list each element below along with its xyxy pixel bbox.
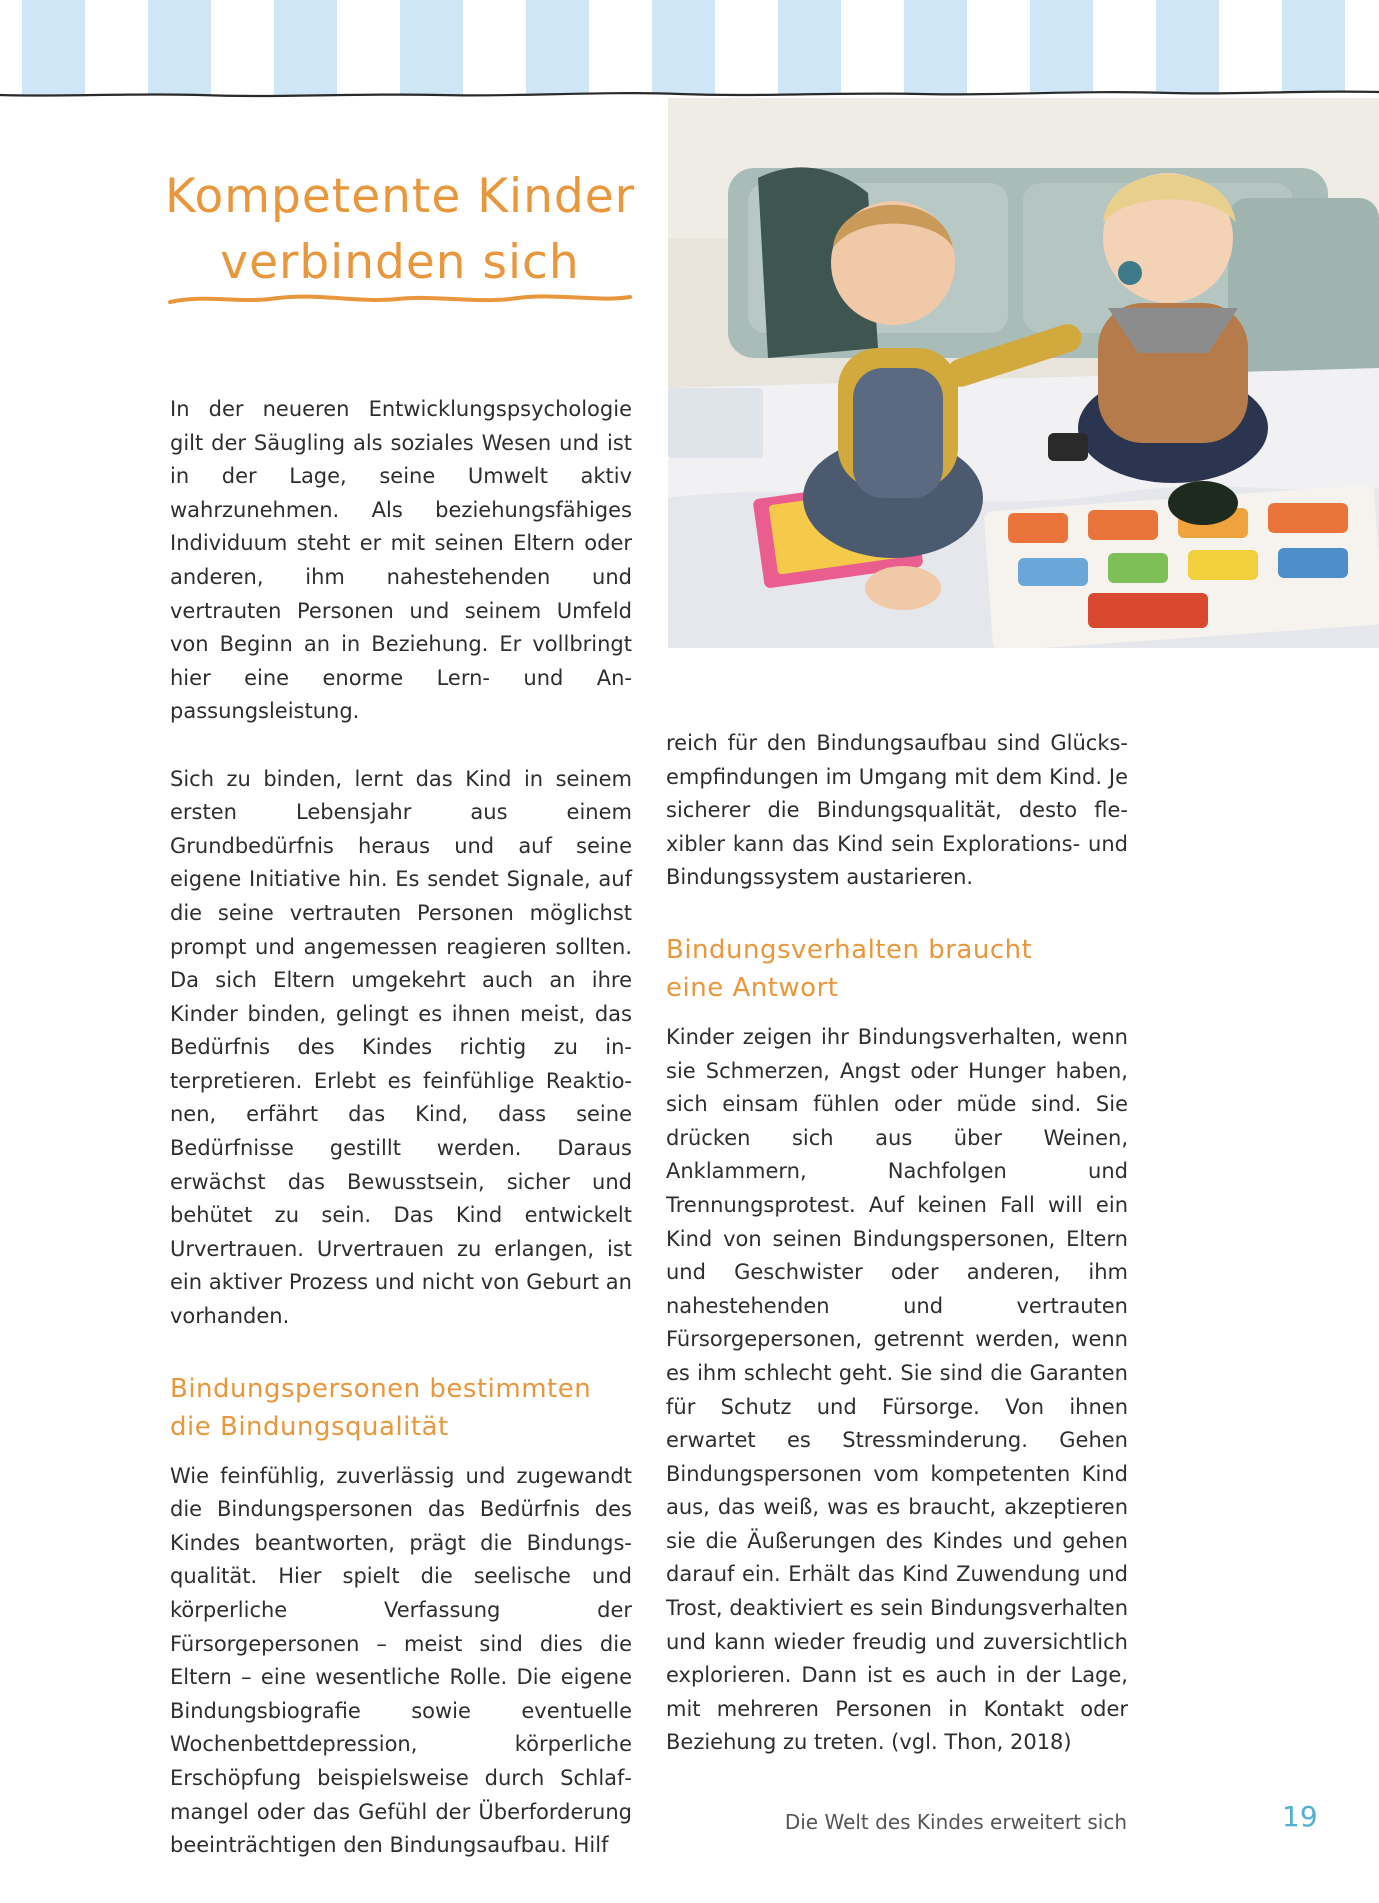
right-text-column [666,727,1128,1760]
section-subheading-line-1: Bindungsverhalten braucht [666,934,1033,965]
title-wavy-underline [168,290,632,308]
section-subheading-line-2: eine Antwort [666,972,839,1003]
page-title [160,164,640,296]
section-subheading [666,931,1128,1007]
running-footer-title: Die Welt des Kindes erweitert sich [784,1810,1127,1834]
body-paragraph: Kinder zeigen ihr Bindungsverhalten, wenn sie Schmerzen, Angst oder Hunger haben, sich einsam fühlen oder müde sind. Sie drücken sich aus über Weinen, Anklammern, Nachfolgen und Trennungsprotest. Auf keinen Fall will ein Kind von seinen Bindungspersonen, Eltern und Geschwister oder anderen, ihm nahestehenden und vertrauten Fürsorgepersonen, getrennt werden, wenn es ihm schlecht geht. Sie sind die Garanten für Schutz und Fürsorge. Von ihnen erwartet es Stressminderung. Gehen Bindungspersonen vom kompetenten Kind aus, das weiß, was es braucht, akzeptieren sie die Äußerungen des Kindes und gehen darauf ein. Erhält das Kind Zuwendung und Trost, deaktiviert es sein Bindungsverhalten und kann wieder freudig und zuversichtlich explorieren. Dann ist es auch in der Lage, mit mehreren Personen in Kontakt oder Beziehung zu treten. (vgl. Thon, 2018) [666,1024,1128,1755]
page-title-line-2: verbinden sich [220,235,580,290]
striped-header-banner [0,0,1379,100]
children-photo-illustration [668,98,1379,648]
page-number: 19 [1282,1800,1318,1833]
body-paragraph: Sich zu binden, lernt das Kind in seinem ersten Lebensjahr aus einem Grundbedürfnis heraus und auf seine eigene Initiative hin. Es sendet Signale, auf die seine vertrauten Personen möglichst prompt und angemessen reagieren sollten. Da sich Eltern umgekehrt auch an ihre Kinder binden, gelingt es ihnen meist, das Bedürfnis des Kindes richtig zu interpretieren. Erlebt es feinfühlige Reaktionen, erfährt das Kind, dass seine Bedürfnisse gestillt werden. Daraus erwächst das Bewusstsein, sicher und behütet zu sein. Das Kind entwickelt Urvertrauen. Urvertrauen zu erlangen, ist ein aktiver Prozess und nicht von Geburt an vorhanden. [170,766,632,1329]
section-subheading-line-2: die Bindungsqualität [170,1411,449,1442]
page-title-line-1: Kompetente Kinder [165,169,635,224]
section-subheading-line-1: Bindungspersonen bestimmten [170,1373,592,1404]
left-text-column [170,393,632,1863]
children-photo [668,98,1379,648]
body-paragraph: reich für den Bindungsaufbau sind Glücksempfindungen im Umgang mit dem Kind. Je sicherer die Bindungsqualität, desto flexibler kann das Kind sein Explorations- und Bindungssystem austarieren. [666,731,1128,890]
body-paragraph: In der neueren Entwicklungspsychologie gilt der Säugling als soziales Wesen und ist in der Lage, seine Umwelt aktiv wahrzunehmen. Als beziehungsfähiges Individuum steht er mit seinen Eltern oder anderen, ihm nahestehenden und vertrauten Personen und seinem Umfeld von Beginn an in Beziehung. Er vollbringt hier eine enorme Lern- und Anpassungsleistung. [170,397,632,724]
body-paragraph: Wie feinfühlig, zuverlässig und zugewandt die Bindungspersonen das Bedürfnis des Kindes beantworten, prägt die Bindungsqualität. Hier spielt die seelische und körperliche Verfassung der Fürsorgepersonen – meist sind dies die Eltern – eine wesentliche Rolle. Die eigene Bindungsbiografie sowie eventuelle Wochenbettdepression, körperliche Erschöpfung beispielsweise durch Schlafmangel oder das Gefühl der Überforderung beeinträchtigen den Bindungsaufbau. Hilf [170,1463,632,1858]
section-subheading [170,1370,632,1446]
